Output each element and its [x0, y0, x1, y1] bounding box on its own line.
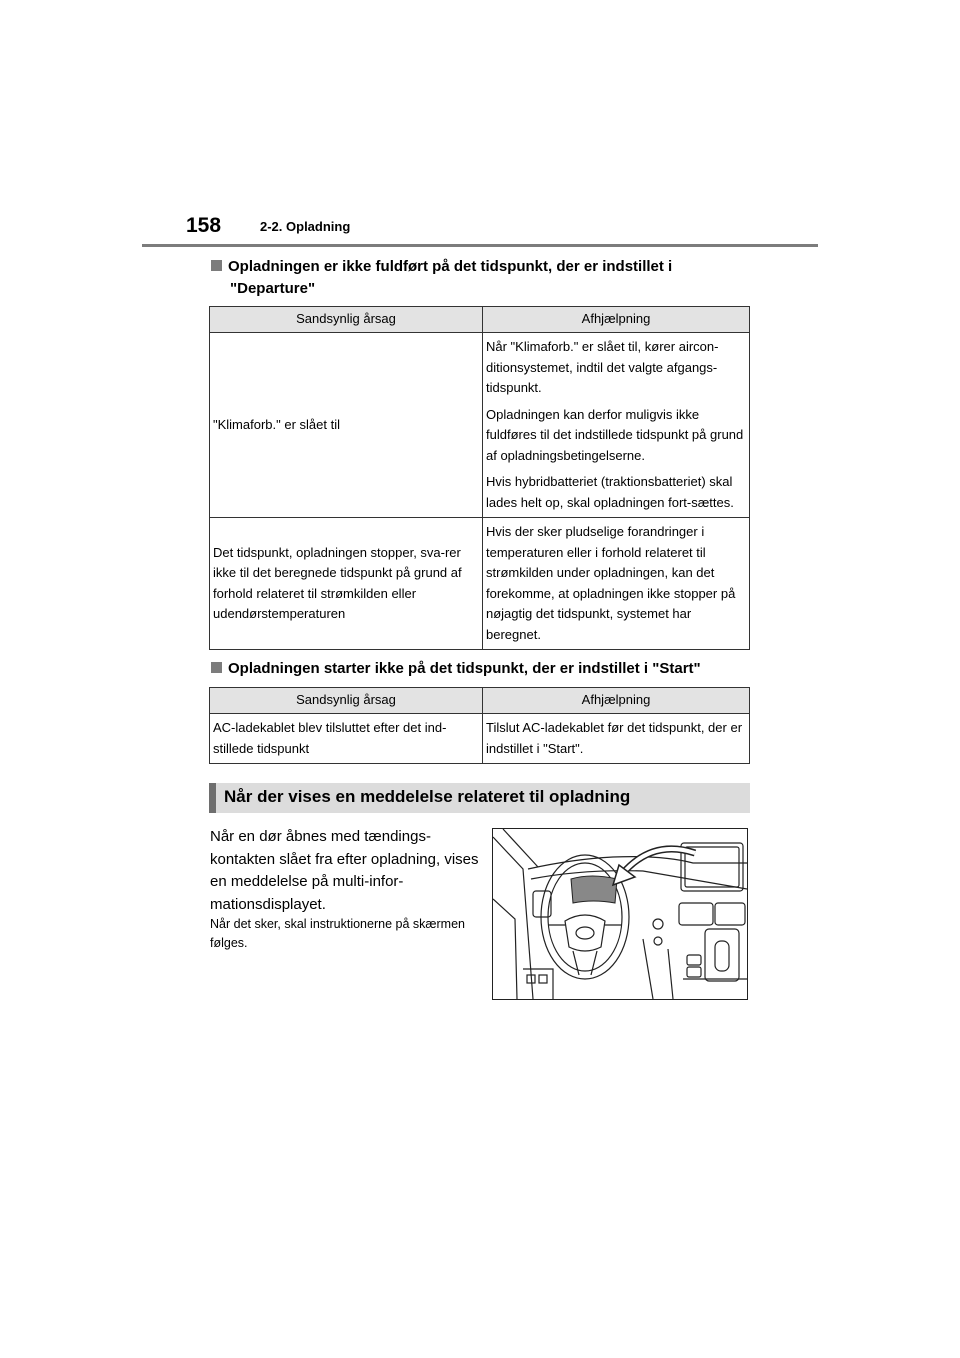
bullet-square-icon: [211, 662, 222, 673]
heading-line1: Opladningen er ikke fuldført på det tidspunkt, der er indstillet i: [228, 258, 673, 275]
table-row: [210, 333, 750, 518]
bullet-square-icon: [211, 260, 222, 271]
table-header-row: [210, 307, 750, 333]
heading-text: Opladningen starter ikke på det tidspunkt, der er indstillet i "Start": [228, 660, 701, 677]
remedy-paragraph: Hvis der sker pludselige forandringer i temperaturen eller i forhold relateret til strømkilden under opladningen, kan det forekomme, at opladningen ikke stopper på nøjagtig det tidspunkt, systemet har beregnet.: [486, 524, 736, 642]
dashboard-illustration: [492, 828, 748, 1000]
section-heading-start: [211, 658, 701, 680]
table-header-remedy: Afhjælpning: [483, 688, 750, 714]
header-rule: [142, 244, 818, 247]
cause-cell: Det tidspunkt, opladningen stopper, sva-rer ikke til det beregnede tidspunkt på grund af forhold relateret til strømkilden eller udendørstemperaturen: [210, 518, 483, 650]
note-paragraph: Når det sker, skal instruktionerne på skærmen følges.: [210, 917, 465, 950]
cause-cell: "Klimaforb." er slået til: [210, 333, 483, 518]
start-table: [209, 687, 750, 764]
table-header-row: [210, 688, 750, 714]
remedy-cell: [483, 518, 750, 650]
remedy-paragraph: Opladningen kan derfor muligvis ikke fuldføres til det indstillede tidspunkt på grund af opladningsbetingelserne.: [486, 406, 744, 463]
cause-cell: AC-ladekablet blev tilsluttet efter det ind-stillede tidspunkt: [210, 714, 483, 764]
page-number: 158: [186, 214, 222, 237]
remedy-paragraph: Når "Klimaforb." er slået til, kører aircon-ditionsystemet, indtil det valgte afgangs-tidspunkt.: [486, 339, 719, 395]
remedy-cell: [483, 333, 750, 518]
table-header-cause: Sandsynlig årsag: [210, 688, 483, 714]
heading-line2: "Departure": [230, 280, 316, 297]
section-label: 2-2. Opladning: [260, 219, 351, 234]
section-heading-departure: [211, 256, 672, 300]
remedy-paragraph: Hvis hybridbatteriet (traktionsbatteriet) skal lades helt op, skal opladningen fort-sættes.: [486, 474, 734, 510]
steering-wheel-drawing: [493, 829, 747, 999]
table-header-cause: Sandsynlig årsag: [210, 307, 483, 333]
table-row: [210, 714, 750, 764]
section-title-band: [209, 783, 750, 813]
table-row: [210, 518, 750, 650]
table-header-remedy: Afhjælpning: [483, 307, 750, 333]
section-title: Når der vises en meddelelse relateret til opladning: [224, 787, 631, 806]
body-paragraph: Når en dør åbnes med tændings-kontakten slået fra efter opladning, vises en meddelelse på multi-infor-mationsdisplayet.: [210, 828, 479, 913]
remedy-cell: Tilslut AC-ladekablet før det tidspunkt, der er indstillet i "Start".: [483, 714, 750, 764]
band-accent: [209, 783, 216, 813]
departure-table: [209, 306, 750, 650]
